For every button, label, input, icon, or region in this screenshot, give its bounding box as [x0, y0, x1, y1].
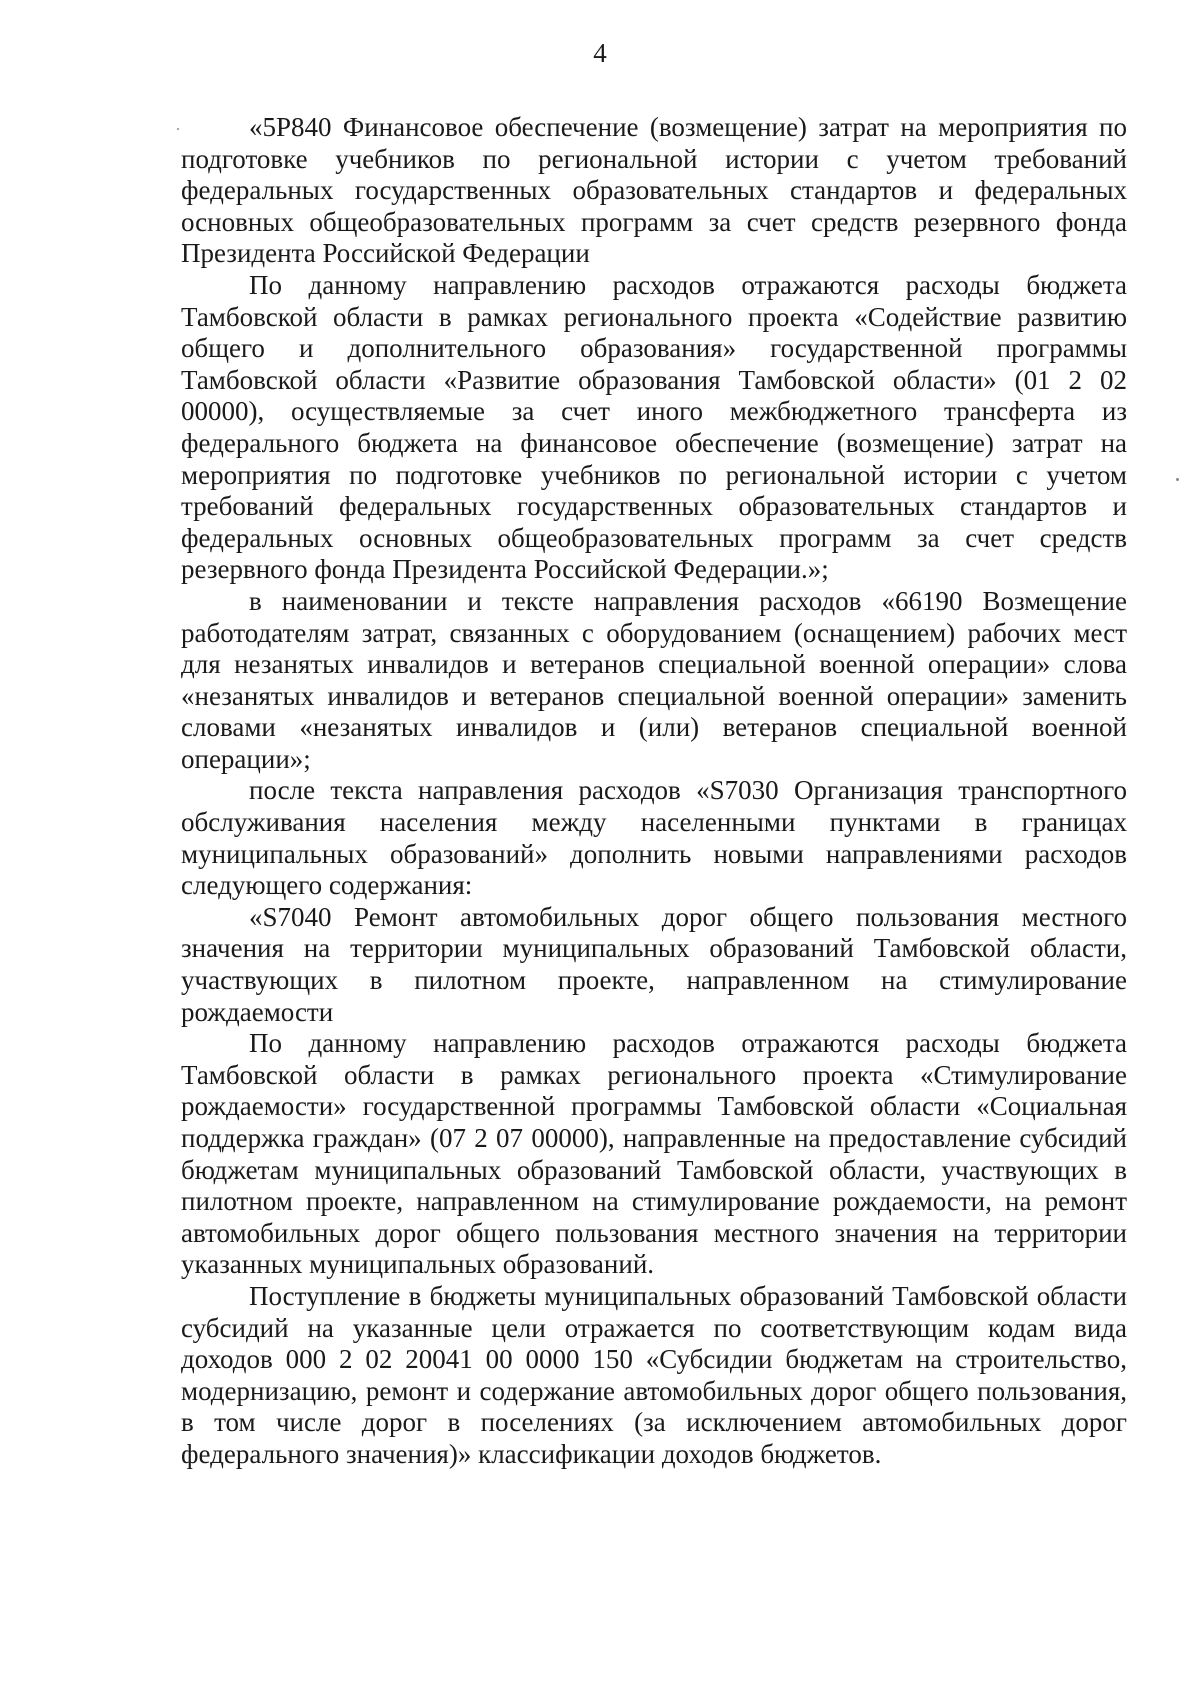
paragraph-revenue-codes: Поступление в бюджеты муниципальных образований Тамбовской области субсидий на указанные цели отражается по соответствующим кодам вида доходов 000 2 02 20041 00 0000 150 «Субсидии бюджетам на строительство, модернизацию, ремонт и содержание автомобильных дорог общего пользования, в том числе дорог в поселениях (за исключением автомобильных дорог федерального значения)» классификации доходов бюджетов. — [181, 1280, 1127, 1469]
scan-dot-mark — [1176, 478, 1179, 481]
paragraph-s7040-description: По данному направлению расходов отражаются расходы бюджета Тамбовской области в рамках регионального проекта «Стимулирование рождаемости» государственной программы Тамбовской области «Социальная поддержка граждан» (07 2 07 00000), направленные на предоставление субсидий бюджетам муниципальных образований Тамбовской области, участвующих в пилотном проекте, направленном на стимулирование рождаемости, на ремонт автомобильных дорог общего пользования местного значения на территории указанных муниципальных образований. — [181, 1028, 1127, 1280]
paragraph-s7030-insertion: после текста направления расходов «S7030 Организация транспортного обслуживания населения между населенными пунктами в границах муниципальных образований» дополнить новыми направлениями расходов следующего содержания: — [181, 775, 1127, 901]
paragraph-5p840-description: По данному направлению расходов отражаются расходы бюджета Тамбовской области в рамках регионального проекта «Содействие развитию общего и дополнительного образования» государственной программы Тамбовской области «Развитие образования Тамбовской области» (01 2 02 00000), осуществляемые за счет иного межбюджетного трансферта из федерального бюджета на финансовое обеспечение (возмещение) затрат на мероприятия по подготовке учебников по региональной истории с учетом требований федеральных государственных образовательных стандартов и федеральных основных общеобразовательных программ за счет средств резервного фонда Президента Российской Федерации.»; — [181, 269, 1127, 585]
paragraph-s7040-heading: «S7040 Ремонт автомобильных дорог общего пользования местного значения на территории муниципальных образований Тамбовской области, участвующих в пилотном проекте, направленном на стимулирование рождаемости — [181, 901, 1127, 1027]
paragraph-66190-amendment: в наименовании и тексте направления расходов «66190 Возмещение работодателям затрат, связанных с оборудованием (оснащением) рабочих мест для незанятых инвалидов и ветеранов специальной военной операции» слова «незанятых инвалидов и ветеранов специальной военной операции» заменить словами «незанятых инвалидов и (или) ветеранов специальной военной операции»; — [181, 585, 1127, 774]
paragraph-5p840-heading: «5Р840 Финансовое обеспечение (возмещение) затрат на мероприятия по подготовке учебников по региональной истории с учетом требований федеральных государственных образовательных стандартов и федеральных основных общеобразовательных программ за счет средств резервного фонда Президента Российской Федерации — [181, 112, 1127, 269]
document-body — [181, 112, 1127, 1471]
scan-dot-mark — [177, 128, 179, 130]
page-number: 4 — [593, 38, 607, 68]
